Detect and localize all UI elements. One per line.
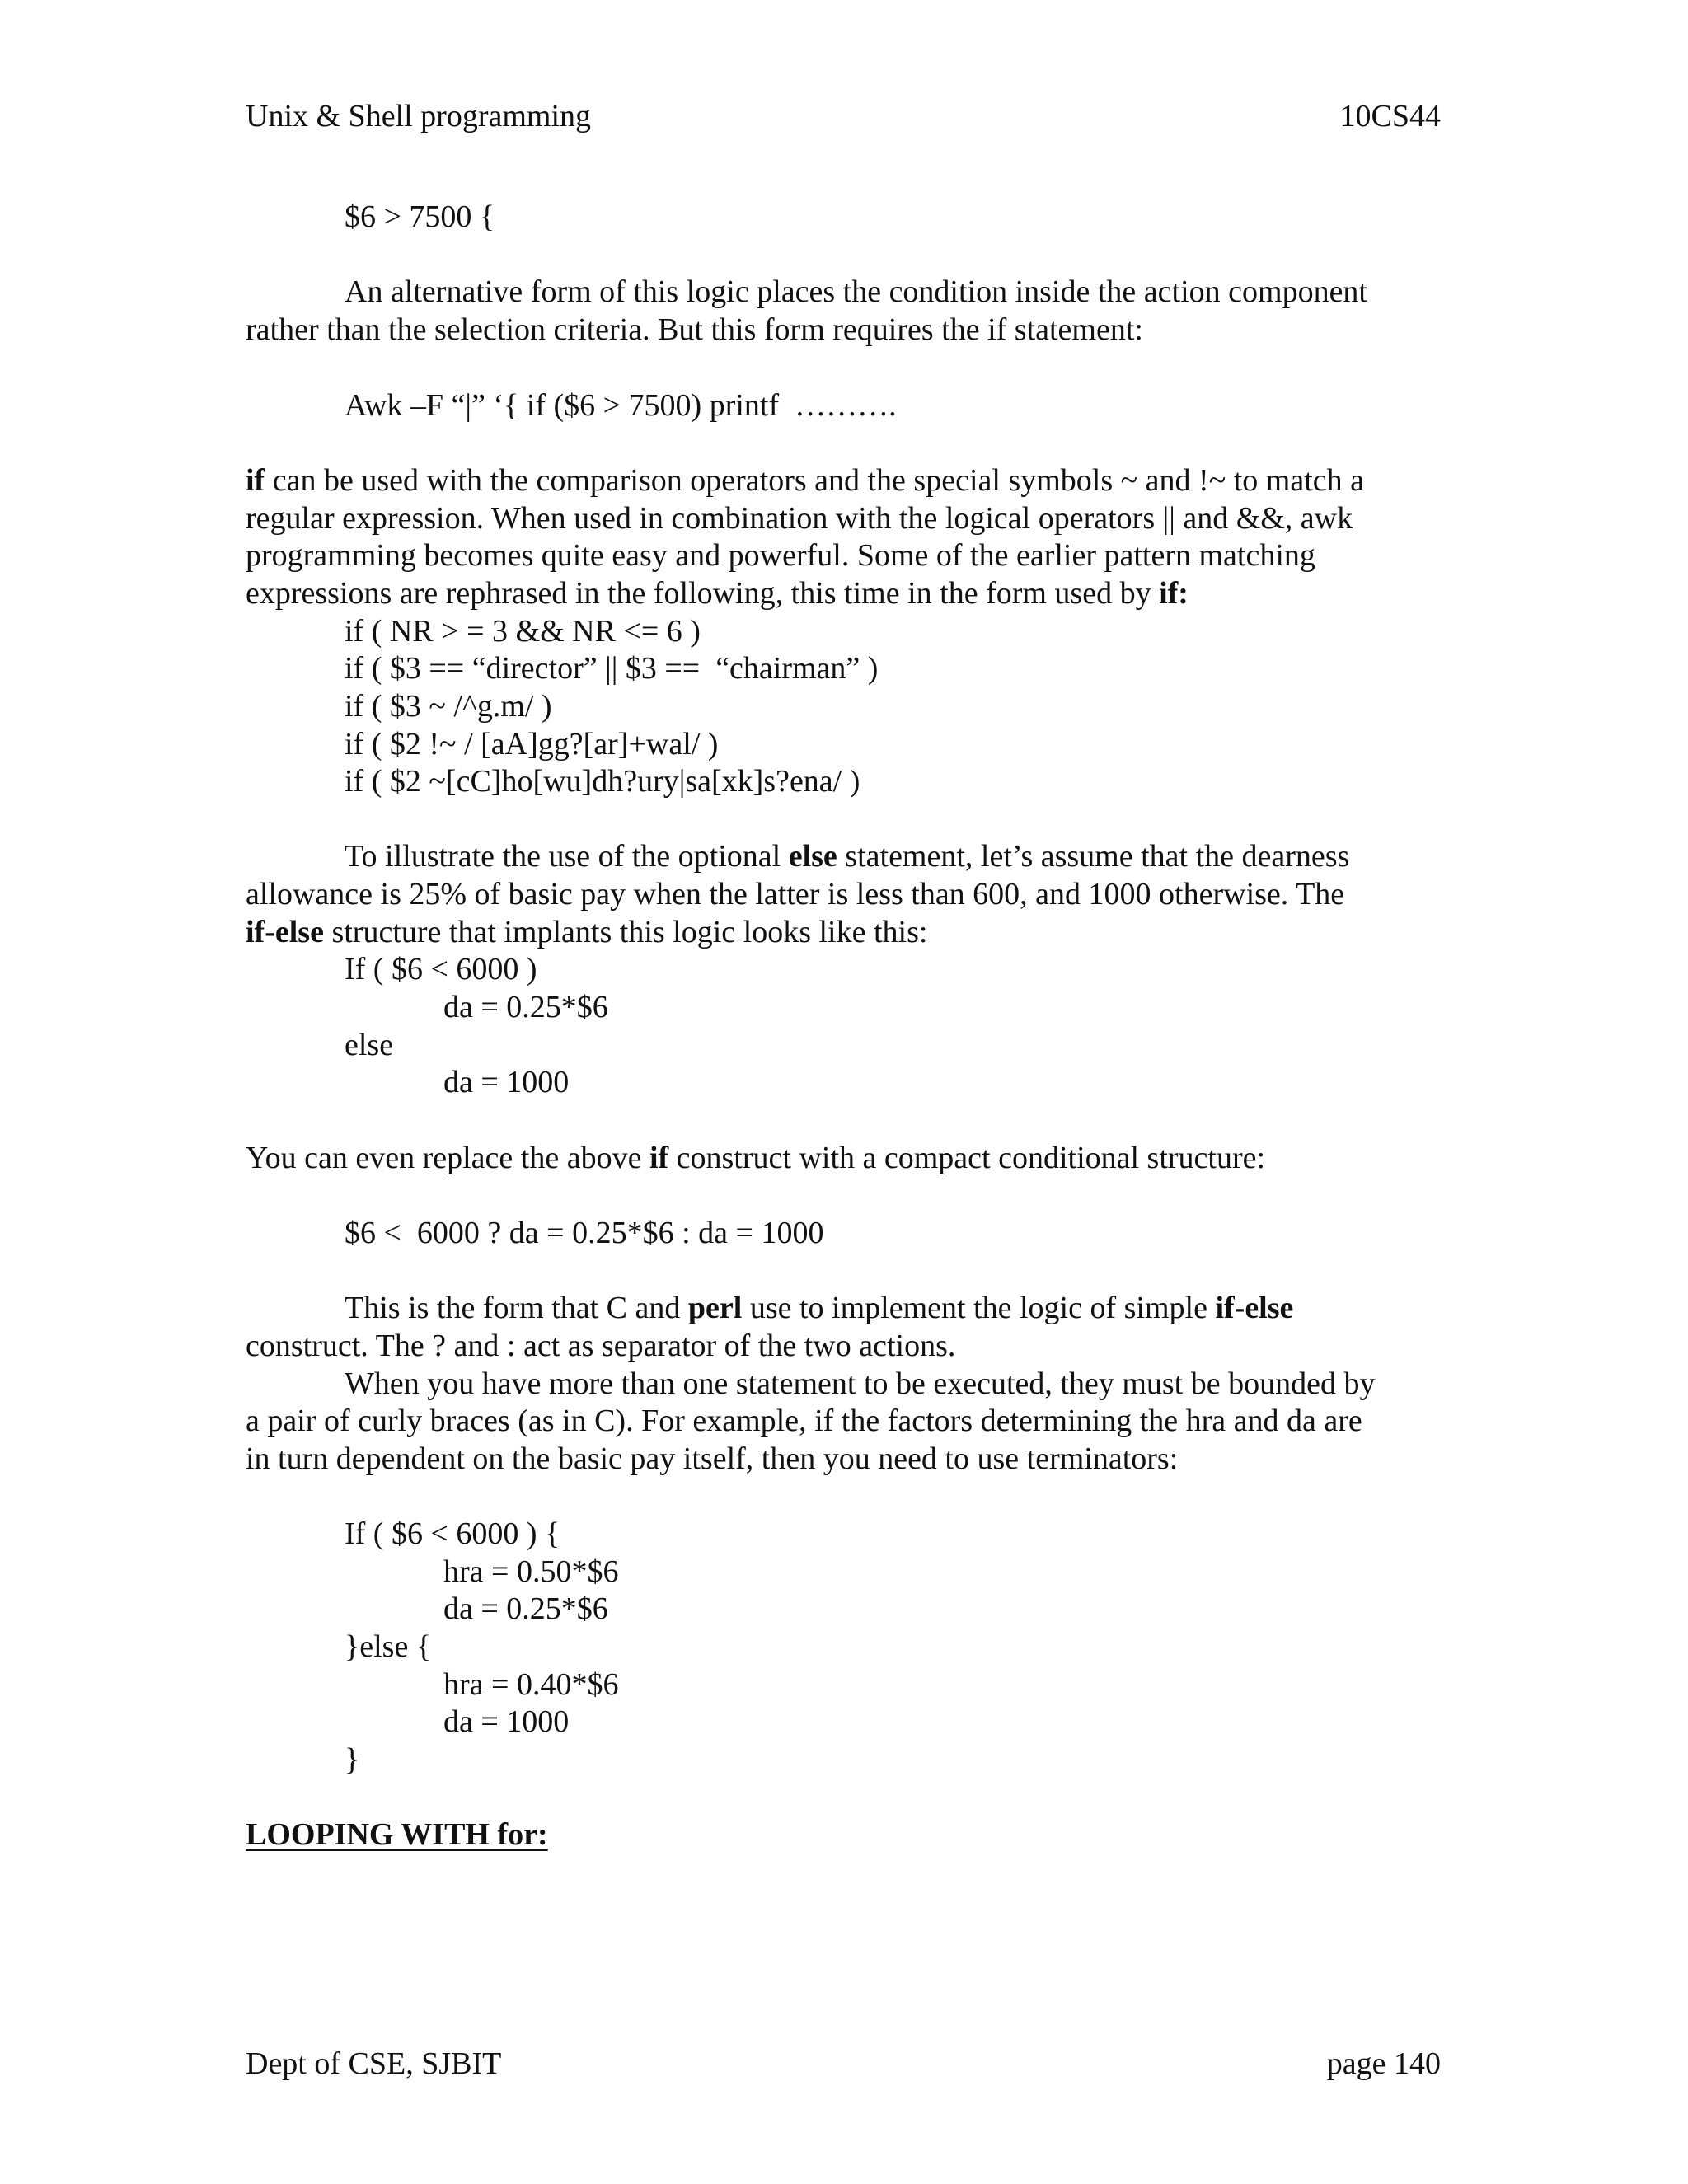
code-line: da = 0.25*$6	[443, 990, 608, 1024]
header-course-code: 10CS44	[1339, 99, 1441, 134]
footer-dept: Dept of CSE, SJBIT	[246, 2046, 502, 2081]
header-title: Unix & Shell programming	[246, 99, 592, 134]
text-span: You can even replace the above	[246, 1141, 649, 1175]
code-line: da = 1000	[443, 1065, 570, 1099]
code-line: hra = 0.50*$6	[443, 1554, 619, 1589]
code-line: da = 0.25*$6	[443, 1591, 608, 1626]
code-line: }else {	[345, 1629, 432, 1664]
text-span: This is the form that C and	[345, 1291, 688, 1325]
paragraph-line	[246, 465, 1364, 496]
code-line: if ( NR > = 3 && NR <= 6 )	[345, 614, 701, 649]
text-span: use to implement the logic of simple	[742, 1291, 1216, 1325]
paragraph-line: programming becomes quite easy and powerful. Some of the earlier pattern matching	[246, 538, 1315, 573]
text-span: expressions are rephrased in the following, this time in the form used by	[246, 576, 1160, 611]
code-line: Awk –F “|” ‘{ if ($6 > 7500) printf ……….	[345, 388, 897, 423]
code-line: }	[345, 1742, 360, 1777]
bold-keyword: perl	[687, 1291, 743, 1325]
paragraph-line: in turn dependent on the basic pay itself, then you need to use terminators:	[246, 1441, 1179, 1476]
bold-keyword: if-else	[246, 915, 324, 949]
code-line: else	[345, 1028, 394, 1062]
text-span: can be used with the comparison operators and the special symbols ~ and !~ to match a	[265, 463, 1365, 498]
paragraph-line	[345, 841, 1349, 872]
paragraph-line: regular expression. When used in combination with the logical operators || and &&, awk	[246, 501, 1353, 536]
code-line: da = 1000	[443, 1704, 570, 1739]
code-line: if ( $2 ~[cC]ho[wu]dh?ury|sa[xk]s?ena/ )	[345, 764, 860, 799]
paragraph-line: An alternative form of this logic places the condition inside the action component	[345, 274, 1367, 309]
code-line: hra = 0.40*$6	[443, 1667, 619, 1702]
paragraph-line: rather than the selection criteria. But this form requires the if statement:	[246, 312, 1143, 347]
code-line: if ( $3 == “director” || $3 == “chairman” )	[345, 651, 879, 686]
paragraph-line	[345, 1292, 1293, 1324]
text-span: structure that implants this logic looks like this:	[323, 915, 928, 949]
code-line: If ( $6 < 6000 ) {	[345, 1516, 560, 1551]
paragraph-line: allowance is 25% of basic pay when the latter is less than 600, and 1000 otherwise. The	[246, 877, 1345, 912]
section-heading: LOOPING WITH for:	[246, 1817, 548, 1852]
paragraph-line	[246, 916, 927, 948]
code-line: If ( $6 < 6000 )	[345, 952, 537, 987]
text-span: To illustrate the use of the optional	[345, 839, 789, 874]
paragraph-line: construct. The ? and : act as separator of the two actions.	[246, 1329, 956, 1363]
paragraph-line: a pair of curly braces (as in C). For example, if the factors determining the hra and da are	[246, 1404, 1362, 1438]
paragraph-line	[246, 1142, 1265, 1174]
code-line: if ( $3 ~ /^g.m/ )	[345, 689, 552, 724]
bold-keyword: else	[788, 839, 837, 874]
code-line: $6 < 6000 ? da = 0.25*$6 : da = 1000	[345, 1216, 824, 1250]
text-span: statement, let’s assume that the dearness	[837, 839, 1350, 874]
bold-keyword: if-else	[1215, 1291, 1294, 1325]
code-line: if ( $2 !~ / [aA]gg?[ar]+wal/ )	[345, 727, 719, 762]
paragraph-line	[246, 578, 1189, 609]
bold-keyword: if	[649, 1141, 669, 1175]
page-number: page 140	[1326, 2046, 1441, 2081]
bold-keyword: if:	[1159, 576, 1189, 611]
paragraph-line: When you have more than one statement to be executed, they must be bounded by	[345, 1366, 1376, 1401]
bold-keyword: if	[246, 463, 265, 498]
text-span: construct with a compact conditional structure:	[668, 1141, 1266, 1175]
code-line: $6 > 7500 {	[345, 199, 495, 234]
